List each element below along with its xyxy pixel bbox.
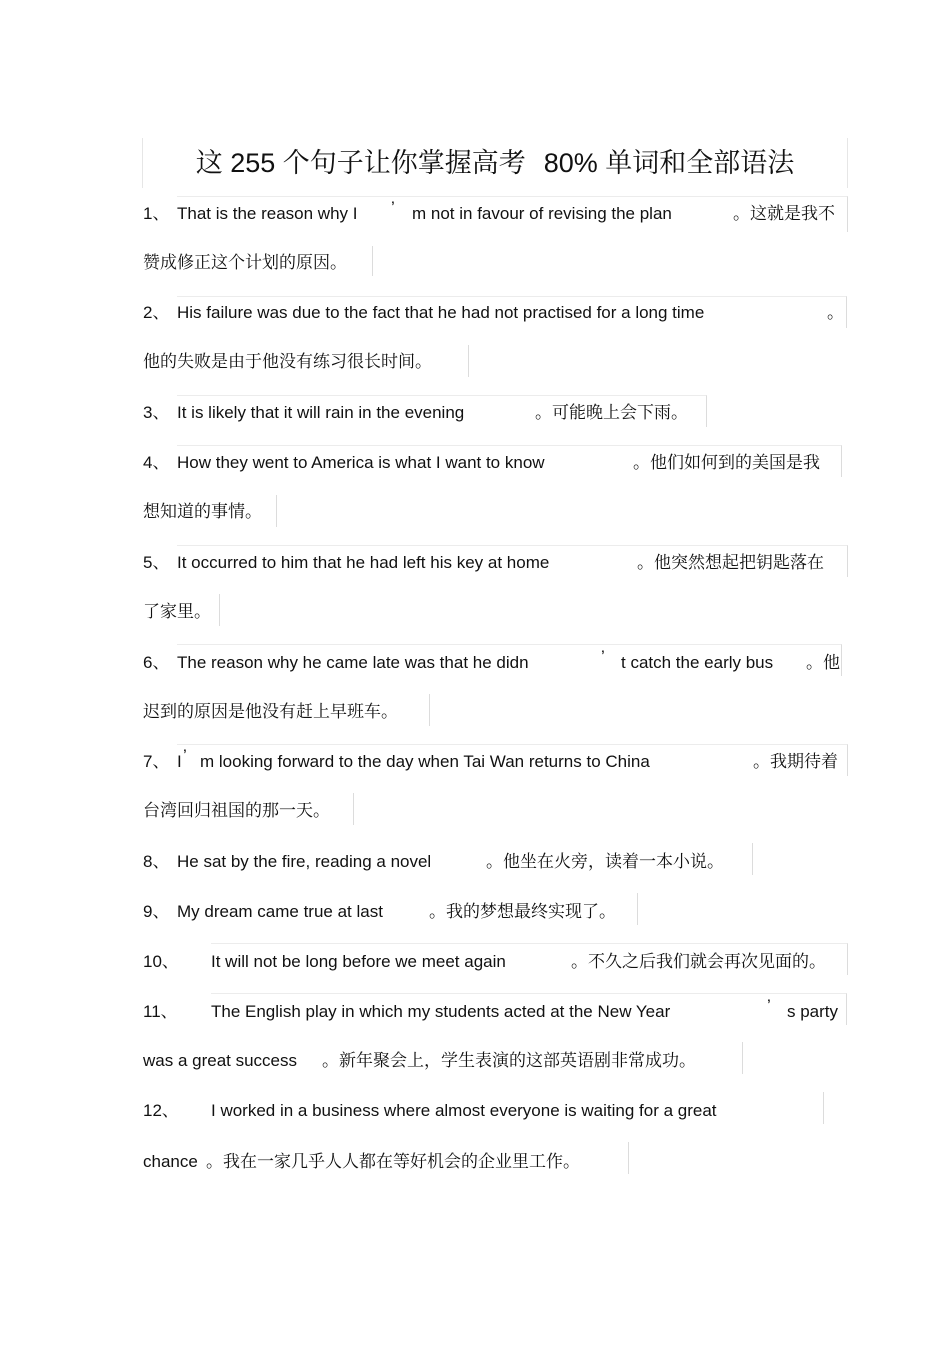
title-part-1: 这 255 个句子让你掌握高考 [195, 148, 526, 178]
sentence-2-number: 2、 [143, 303, 170, 322]
sentence-10-number: 10、 [143, 952, 179, 971]
sentence-11-chinese: 。新年聚会上，学生表演的这部英语剧非常成功。 [322, 1051, 696, 1071]
sentence-12-english-b: chance [143, 1152, 198, 1171]
sentence-7-apostrophe: ’ [183, 746, 187, 765]
sentence-5-chinese-b: 了家里。 [143, 602, 211, 622]
sentence-7-number: 7、 [143, 752, 170, 771]
sentence-1-number: 1、 [143, 204, 170, 223]
sentence-9-number: 9、 [143, 902, 170, 921]
sentence-5-number: 5、 [143, 553, 170, 572]
sentence-6-english-a: The reason why he came late was that he didn [177, 653, 529, 672]
sentence-8-chinese: 。他坐在火旁，读着一本小说。 [486, 852, 724, 872]
sentence-3-chinese: 。可能晚上会下雨。 [535, 403, 688, 423]
sentence-6-chinese-a: 。他 [806, 653, 840, 673]
sentence-7-chinese-b: 台湾回归祖国的那一天。 [143, 801, 330, 821]
sentence-1-english-b: m not in favour of revising the plan [412, 204, 672, 223]
sentence-7-english-a: I [177, 752, 182, 771]
sentence-1-apostrophe: ’ [391, 198, 395, 217]
sentence-11-apostrophe: ’ [767, 996, 771, 1015]
sentence-11-english-c: was a great success [143, 1051, 298, 1070]
sentence-3-english: It is likely that it will rain in the evening [177, 403, 465, 422]
sentence-6-number: 6、 [143, 653, 170, 672]
sentence-12-number: 12、 [143, 1101, 179, 1120]
sentence-6-chinese-b: 迟到的原因是他没有赶上早班车。 [143, 702, 398, 722]
title-part-2: 80% 单词和全部语法 [543, 148, 795, 178]
sentence-2-chinese-a: 。 [827, 303, 844, 323]
sentence-4-number: 4、 [143, 453, 170, 472]
sentence-8-english: He sat by the fire, reading a novel [177, 852, 432, 871]
sentence-9-english: My dream came true at last [177, 902, 383, 921]
sentence-7-english-b: m looking forward to the day when Tai Wan returns to China [200, 752, 650, 771]
sentence-2-chinese-b: 他的失败是由于他没有练习很长时间。 [143, 352, 432, 372]
sentence-7-chinese-a: 。我期待着 [753, 752, 838, 772]
sentence-1-english-a: That is the reason why I [177, 204, 358, 223]
sentence-2-english: His failure was due to the fact that he had not practised for a long time [177, 303, 705, 322]
sentence-5-chinese-a: 。他突然想起把钥匙落在 [637, 553, 824, 573]
sentence-6-apostrophe: ’ [601, 647, 605, 666]
sentence-10-chinese: 。不久之后我们就会再次见面的。 [571, 952, 826, 972]
sentence-11-number: 11、 [143, 1002, 178, 1021]
sentence-5-english: It occurred to him that he had left his key at home [177, 553, 550, 572]
sentence-11-english-a: The English play in which my students acted at the New Year [211, 1002, 671, 1021]
sentence-12-chinese: 。我在一家几乎人人都在等好机会的企业里工作。 [206, 1152, 580, 1172]
sentence-11-english-b: s party [787, 1002, 839, 1021]
page-title [142, 138, 848, 188]
sentence-4-chinese-b: 想知道的事情。 [143, 502, 262, 522]
sentence-8-number: 8、 [143, 852, 170, 871]
sentence-10-english: It will not be long before we meet again [211, 952, 506, 971]
sentence-3-number: 3、 [143, 403, 170, 422]
sentence-1-chinese-b: 赞成修正这个计划的原因。 [143, 253, 347, 273]
sentence-4-english: How they went to America is what I want to know [177, 453, 545, 472]
sentence-4-chinese-a: 。他们如何到的美国是我 [633, 453, 820, 473]
sentence-12-english-a: I worked in a business where almost everyone is waiting for a great [211, 1101, 717, 1120]
sentence-6-english-b: t catch the early bus [621, 653, 774, 672]
sentence-9-chinese: 。我的梦想最终实现了。 [429, 902, 616, 922]
sentence-1-chinese-a: 。这就是我不 [733, 204, 835, 224]
